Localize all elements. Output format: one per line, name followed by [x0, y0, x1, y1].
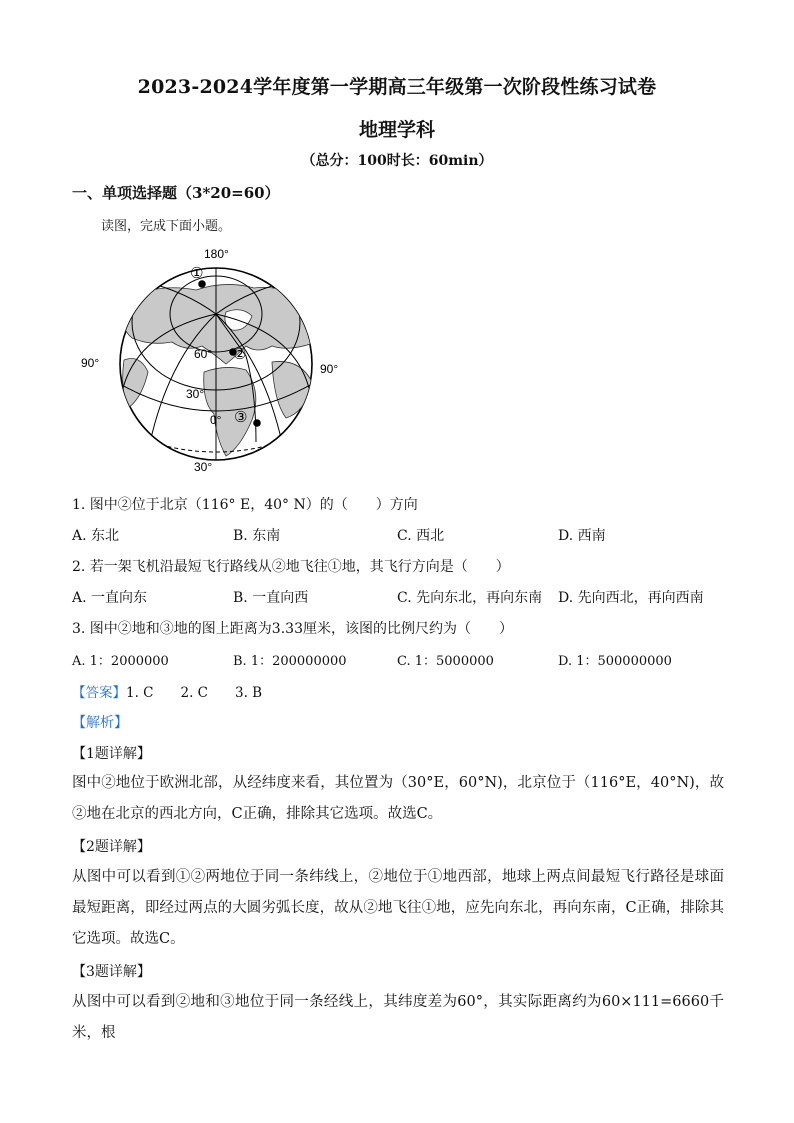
q1-detail-text: 图中②地位于欧洲北部，从经纬度来看，其位置为（30°E，60°N)，北京位于（116°E，40°N)，故②地在北京的西北方向，C正确，排除其它选项。故选C。	[72, 775, 724, 822]
map-label-lat-30: 30°	[186, 387, 205, 401]
question-3-option-a: A. 1：2000000	[72, 654, 169, 669]
q3-detail-tag: 【3题详解】	[72, 964, 151, 980]
question-2-option-b: B. 一直向西	[233, 590, 309, 606]
question-3-option-c: C. 1：5000000	[397, 654, 494, 669]
section-intro: 读图，完成下面小题。	[101, 219, 232, 234]
q1-detail-tag: 【1题详解】	[72, 746, 151, 762]
analysis-tag: 【解析】	[72, 715, 128, 731]
question-1-stem: 1. 图中②位于北京（116° E，40° N）的（ ）方向	[72, 497, 418, 513]
question-1-option-d: D. 西南	[558, 528, 606, 544]
map-label-point-1: ①	[190, 264, 204, 282]
answer-line	[72, 681, 262, 701]
question-1-option-c: C. 西北	[397, 528, 445, 544]
map-label-point-2: ②	[233, 345, 247, 363]
q3-detail-text: 从图中可以看到②地和③地位于同一条经线上，其纬度差为60°，其实际距离约为60×111=6660千米，根	[72, 994, 724, 1041]
map-label-point-3: ③	[234, 408, 248, 426]
question-3-option-d: D. 1：500000000	[558, 654, 672, 669]
map-label-right-90: 90°	[320, 362, 339, 376]
question-2-stem: 2. 若一架飞机沿最短飞行路线从②地飞往①地，其飞行方向是（ ）	[72, 559, 510, 575]
map-label-lat-0: 0°	[210, 413, 222, 427]
answer-text: 1. C 2. C 3. B	[126, 685, 263, 701]
question-2-option-c: C. 先向东北，再向东南	[397, 590, 543, 606]
map-label-180: 180°	[204, 247, 229, 261]
map-label-left-90: 90°	[81, 356, 100, 370]
question-1-option-a: A. 东北	[72, 528, 120, 544]
subject-title: 地理学科	[358, 119, 435, 141]
question-1-option-b: B. 东南	[233, 528, 281, 544]
document-title: 2023-2024学年度第一学期高三年级第一次阶段性练习试卷	[137, 76, 657, 98]
globe-map-figure	[76, 242, 356, 474]
question-2-option-d: D. 先向西北，再向西南	[558, 590, 704, 606]
q2-detail-tag: 【2题详解】	[72, 839, 151, 855]
point-3-marker	[253, 419, 261, 427]
question-2-option-a: A. 一直向东	[72, 590, 148, 606]
question-3-option-b: B. 1：200000000	[233, 654, 347, 669]
section-heading: 一、单项选择题（3*20=60）	[72, 184, 280, 202]
map-label-bottom-30: 30°	[194, 460, 213, 474]
q2-detail-text: 从图中可以看到①②两地位于同一条纬线上，②地位于①地西部，地球上两点间最短飞行路径是球面最短距离，即经过两点的大圆劣弧长度，故从②地飞往①地，应先向东北，再向东南，C正确，排除其它选项。故选C。	[72, 869, 724, 947]
answer-tag: 【答案】	[72, 685, 126, 701]
exam-meta: （总分：100时长：60min）	[301, 153, 493, 169]
map-label-lat-60: 60°	[194, 347, 213, 361]
question-3-stem: 3. 图中②地和③地的图上距离为3.33厘米，该图的比例尺约为（ ）	[72, 621, 513, 637]
